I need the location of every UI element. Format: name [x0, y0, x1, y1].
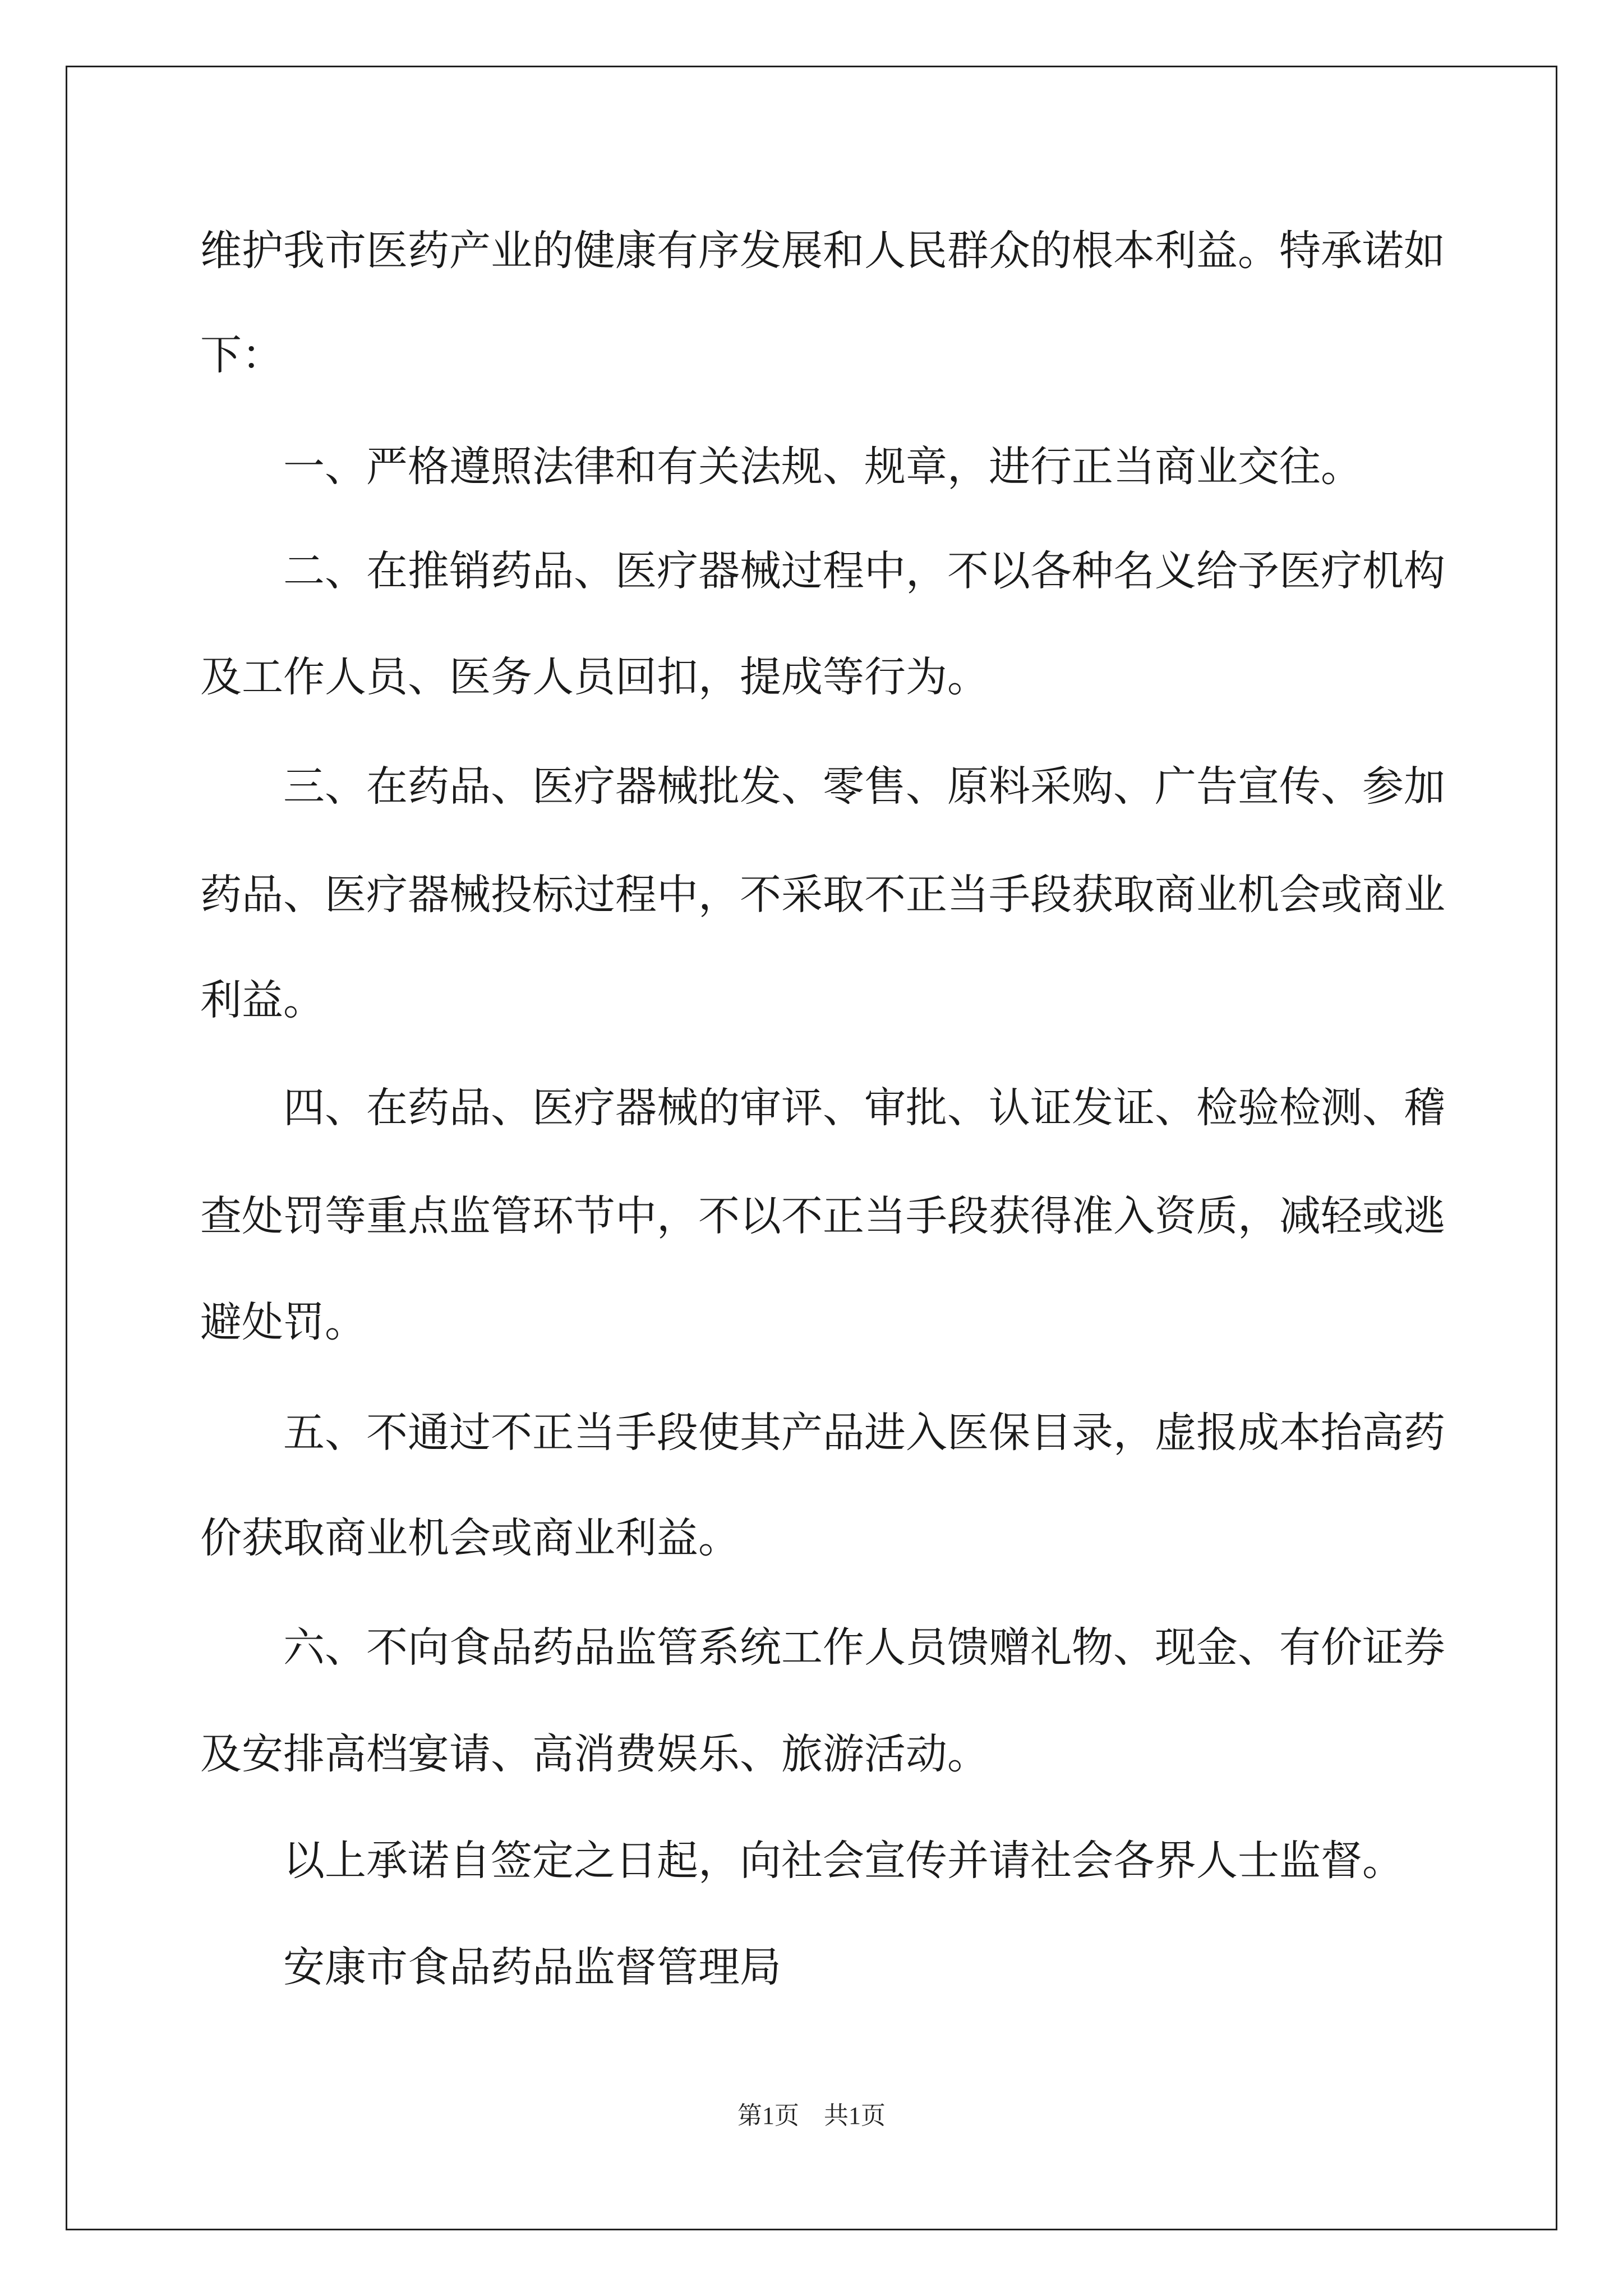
clause-2-line-2: 及工作人员、医务人员回扣，提成等行为。	[200, 653, 989, 701]
clause-3-line-3: 利益。	[200, 976, 325, 1024]
clause-4-line-2: 查处罚等重点监管环节中，不以不正当手段获得准入资质，减轻或逃	[200, 1192, 1445, 1240]
closing-statement: 以上承诺自签定之日起，向社会宣传并请社会各界人士监督。	[283, 1837, 1404, 1885]
clause-3-line-2: 药品、医疗器械投标过程中，不采取不正当手段获取商业机会或商业	[200, 871, 1445, 919]
page-number: 第1页 共1页	[737, 2102, 886, 2129]
clause-5-line-2: 价获取商业机会或商业利益。	[200, 1514, 740, 1562]
page-border	[66, 66, 1557, 2230]
clause-6-line-2: 及安排高档宴请、高消费娱乐、旅游活动。	[200, 1730, 989, 1778]
clause-5-line-1: 五、不通过不正当手段使其产品进入医保目录，虚报成本抬高药	[283, 1409, 1445, 1457]
body-line-1: 维护我市医药产业的健康有序发展和人民群众的根本利益。特承诺如	[200, 227, 1445, 275]
clause-6-line-1: 六、不向食品药品监管系统工作人员馈赠礼物、现金、有价证券	[283, 1623, 1445, 1672]
clause-4-line-3: 避处罚。	[200, 1298, 366, 1346]
clause-3-line-1: 三、在药品、医疗器械批发、零售、原料采购、广告宣传、参加	[283, 762, 1445, 811]
clause-2-line-1: 二、在推销药品、医疗器械过程中，不以各种名义给予医疗机构	[283, 547, 1445, 595]
body-line-2: 下：	[200, 331, 283, 379]
signature-organization: 安康市食品药品监督管理局	[283, 1943, 781, 1991]
clause-4-line-1: 四、在药品、医疗器械的审评、审批、认证发证、检验检测、稽	[283, 1084, 1445, 1132]
clause-1-line-1: 一、严格遵照法律和有关法规、规章，进行正当商业交往。	[283, 443, 1362, 491]
